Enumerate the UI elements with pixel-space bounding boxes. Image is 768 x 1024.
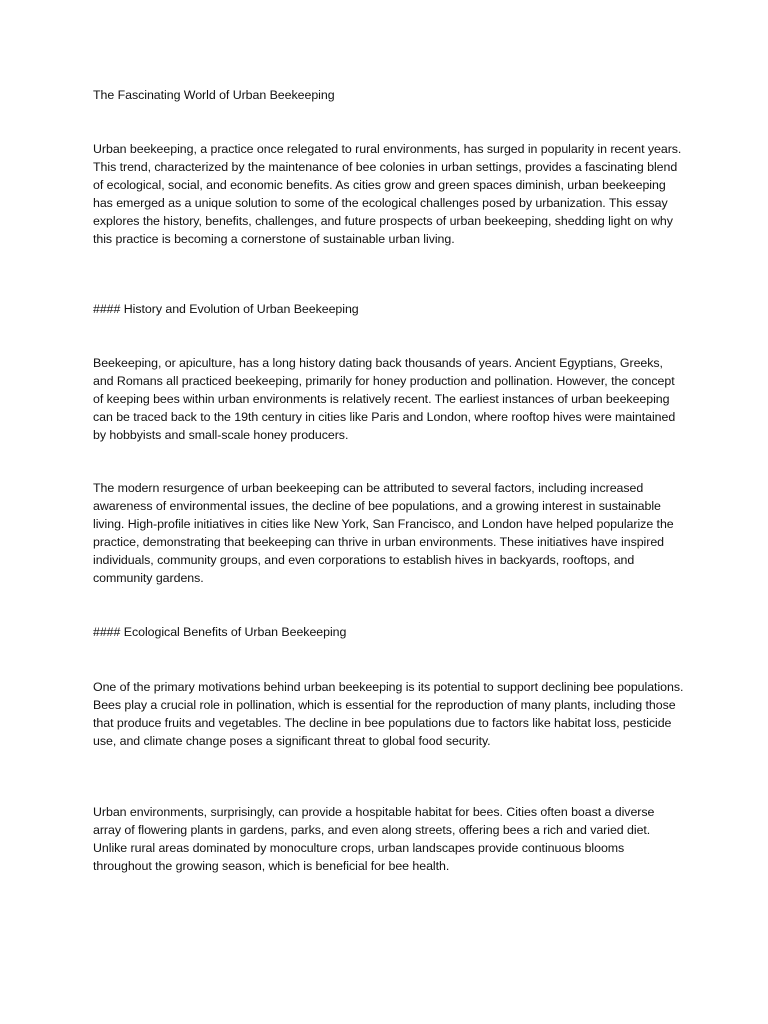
- ecological-paragraph-1: One of the primary motivations behind urban beekeeping is its potential to support declining bee populations. Bees play a crucial role in pollination, which is essential for the reproduction of many plants, including those that produce fruits and vegetables. The decline in bee populations due to factors like habitat loss, pesticide use, and climate change poses a significant threat to global food security.: [93, 680, 684, 748]
- history-heading: #### History and Evolution of Urban Beekeeping: [93, 302, 359, 316]
- document-title: The Fascinating World of Urban Beekeeping: [93, 88, 335, 102]
- intro-paragraph: Urban beekeeping, a practice once relegated to rural environments, has surged in popularity in recent years. This trend, characterized by the maintenance of bee colonies in urban settings, provides a fascinating blend of ecological, social, and economic benefits. As cities grow and green spaces diminish, urban beekeeping has emerged as a unique solution to some of the ecological challenges posed by urbanization. This essay explores the history, benefits, challenges, and future prospects of urban beekeeping, shedding light on why this practice is becoming a cornerstone of sustainable urban living.: [93, 142, 682, 246]
- history-paragraph-2: The modern resurgence of urban beekeeping can be attributed to several factors, including increased awareness of environmental issues, the decline of bee populations, and a growing interest in sustainable living. High-profile initiatives in cities like New York, San Francisco, and London have helped popularize the practice, demonstrating that beekeeping can thrive in urban environments. These initiatives have inspired individuals, community groups, and even corporations to establish hives in backyards, rooftops, and community gardens.: [93, 481, 674, 585]
- ecological-paragraph-2: Urban environments, surprisingly, can provide a hospitable habitat for bees. Cities often boast a diverse array of flowering plants in gardens, parks, and even along streets, offering bees a rich and varied diet. Unlike rural areas dominated by monoculture crops, urban landscapes provide continuous blooms throughout the growing season, which is beneficial for bee health.: [93, 805, 655, 873]
- ecological-heading: #### Ecological Benefits of Urban Beekeeping: [93, 625, 347, 639]
- history-paragraph-1: Beekeeping, or apiculture, has a long history dating back thousands of years. Ancient Egyptians, Greeks, and Romans all practiced beekeeping, primarily for honey production and pollination. However, the concept of keeping bees within urban environments is relatively recent. The earliest instances of urban beekeeping can be traced back to the 19th century in cities like Paris and London, where rooftop hives were maintained by hobbyists and small-scale honey producers.: [93, 356, 676, 442]
